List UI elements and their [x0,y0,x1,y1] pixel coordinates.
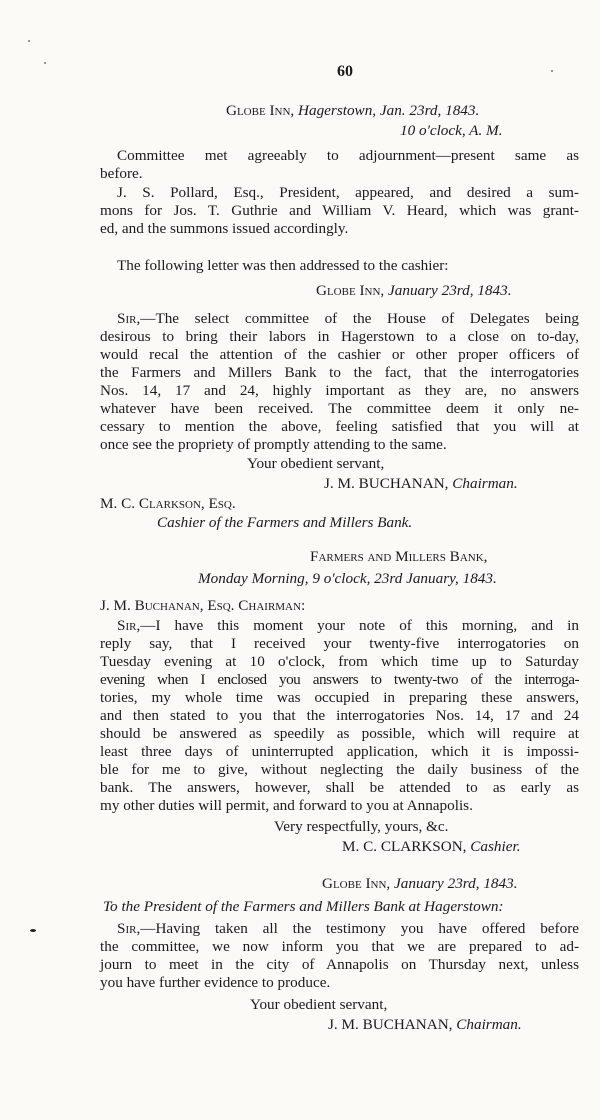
letter-line: tories, my whole time was occupied in preparing these answers, [100,689,579,706]
minutes-line: before. [100,165,143,182]
addressee-name: J. M. Buchanan, Esq. Chairman: [100,597,306,614]
letter-line: desirous to bring their labors in Hagerstown to a close on to-day, [100,328,579,345]
minutes-line: Committee met agreeably to adjournment—present same as [117,147,579,164]
page-number: 60 [337,63,353,80]
page-speck [28,40,30,42]
letter-signature: M. C. CLARKSON, Cashier. [342,838,521,855]
letter-line: my other duties will permit, and forward to you at Annapolis. [100,797,473,814]
letter-heading: Globe Inn, January 23rd, 1843. [316,282,512,299]
letter-line: journ to meet in the city of Annapolis on Thursday next, unless [100,956,579,973]
letter-line: would recal the attention of the cashier or other proper officers of [100,346,579,363]
letter-line: once see the propriety of promptly attending to the same. [100,436,447,453]
letter-closing: Very respectfully, yours, &c. [274,818,449,835]
letter-heading: Globe Inn, January 23rd, 1843. [322,875,518,892]
letter-line: should be answered as speedily as possible, which will require at [100,725,579,742]
letter-line: you have further evidence to produce. [100,974,331,991]
addressee-title: Cashier of the Farmers and Millers Bank. [157,514,413,531]
minutes-line: The following letter was then addressed to the cashier: [117,257,449,274]
minutes-line: J. S. Pollard, Esq., President, appeared, and desired a sum- [117,184,579,201]
page-speck [44,62,46,64]
page-speck [30,929,36,932]
letter-line: the committee, we now inform you that we are prepared to ad- [100,938,579,955]
letter-line: ble for me to give, without neglecting the daily business of the [100,761,579,778]
letter-signature: J. M. BUCHANAN, Chairman. [328,1016,522,1033]
letter-line: Sir,—The select committee of the House of Delegates being [117,310,579,327]
entry-heading: Globe Inn, Hagerstown, Jan. 23rd, 1843. [226,102,480,119]
letter-line: Nos. 14, 17 and 24, highly important as they are, no answers [100,382,579,399]
letter-line: Tuesday evening at 10 o'clock, from which time up to Saturday [100,653,579,670]
letter-line: Sir,—Having taken all the testimony you have offered before [117,920,579,937]
letter-heading: Farmers and Millers Bank, [310,548,488,565]
addressee-name: To the President of the Farmers and Millers Bank at Hagerstown: [103,898,504,915]
letter-line: Sir,—I have this moment your note of this morning, and in [117,617,579,634]
letter-signature: J. M. BUCHANAN, Chairman. [324,475,518,492]
letter-date: Monday Morning, 9 o'clock, 23rd January, 1843. [198,570,497,587]
addressee-name: M. C. Clarkson, Esq. [100,495,236,512]
letter-line: the Farmers and Millers Bank to the fact, that the interrogatories [100,364,579,381]
entry-time: 10 o'clock, A. M. [400,122,503,139]
minutes-line: ed, and the summons issued accordingly. [100,220,349,237]
letter-closing: Your obedient servant, [247,455,385,472]
page-speck [551,70,553,72]
letter-line: whatever have been received. The committee deem it only ne- [100,400,579,417]
letter-line: bank. The answers, however, shall be attended to as early as [100,779,579,796]
minutes-line: mons for Jos. T. Guthrie and William V. Heard, which was grant- [100,202,579,219]
letter-line: evening when I enclosed you answers to twenty-two of the interroga- [100,671,579,688]
letter-line: least three days of uninterrupted application, which it is impossi- [100,743,579,760]
letter-line: cessary to mention the above, feeling satisfied that you will at [100,418,579,435]
letter-line: reply say, that I received your twenty-five interrogatories on [100,635,579,652]
letter-line: and then stated to you that the interrogatories Nos. 14, 17 and 24 [100,707,579,724]
letter-closing: Your obedient servant, [250,996,388,1013]
